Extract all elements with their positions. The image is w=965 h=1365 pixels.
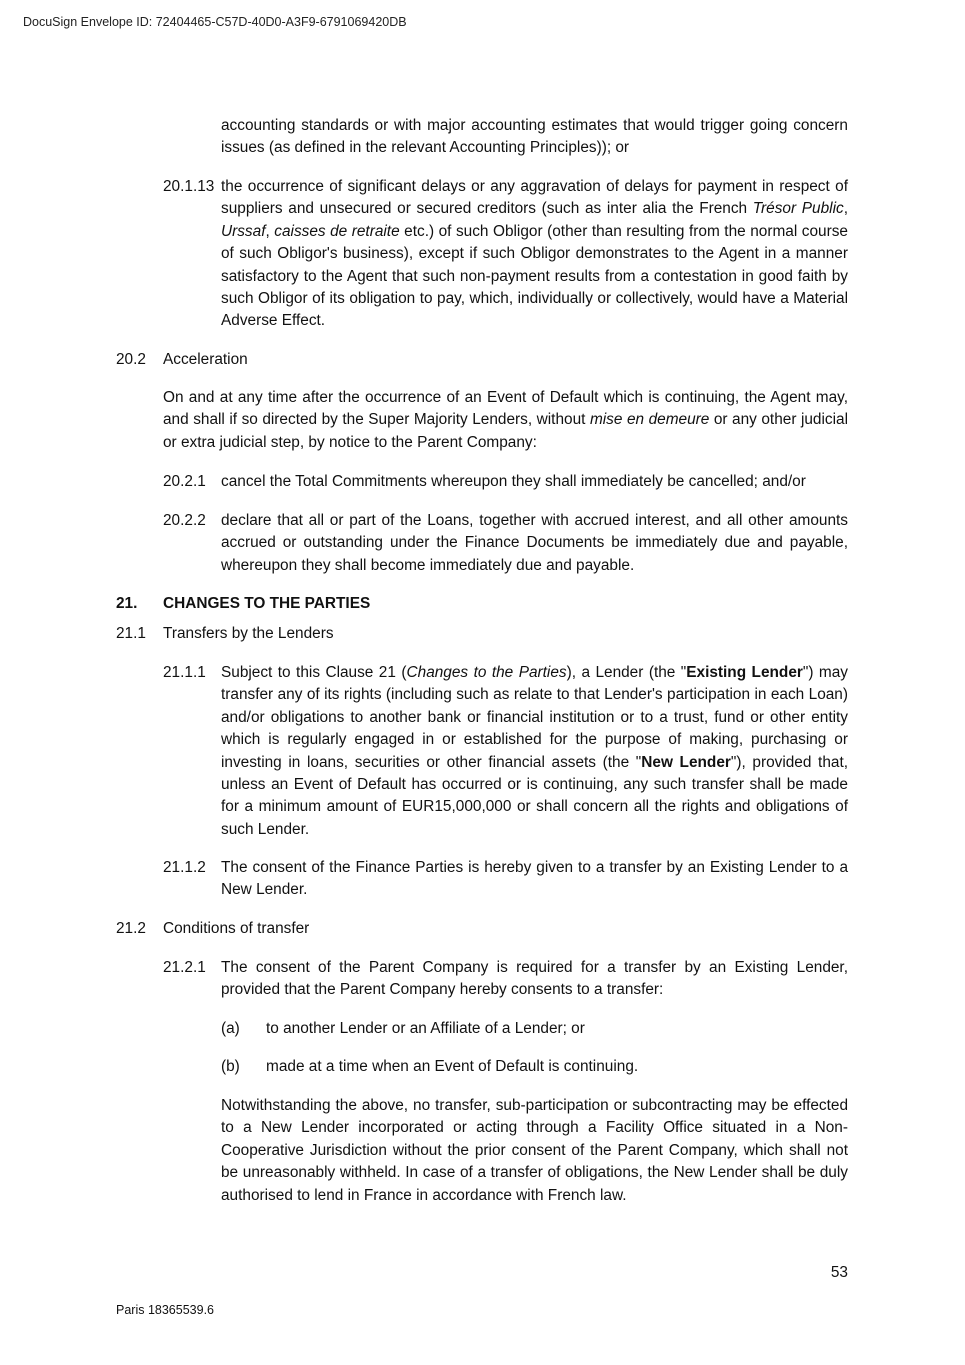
item-b-text: made at a time when an Event of Default is continuing. xyxy=(266,1058,639,1075)
clause-number-21-2-1: 21.2.1 xyxy=(163,959,206,976)
clause-21-heading: CHANGES TO THE PARTIES xyxy=(163,595,371,612)
clause-21-2-heading: Conditions of transfer xyxy=(163,920,310,937)
clause-20-2-heading: Acceleration xyxy=(163,351,248,368)
clause-21-2-1-text: The consent of the Parent Company is required for a transfer by an Existing Lender, provided that the Parent Company hereby consents to a transfer: xyxy=(221,959,848,999)
clause-number-20-1-13: 20.1.13 xyxy=(163,178,215,195)
clause-20-2-body: On and at any time after the occurrence of an Event of Default which is continuing, the Agent may, and shall if so directed by the Super Majority Lenders, without mise en demeure or any other judicial or extra judicial step, by notice to the Parent Company: xyxy=(163,389,849,451)
item-b-label: (b) xyxy=(221,1058,240,1075)
clause-number-20-2: 20.2 xyxy=(116,351,146,368)
notwithstanding-paragraph: Notwithstanding the above, no transfer, sub-participation or subcontracting may be effected to a New Lender incorporated or acting through a Facility Office situated in a Non-Cooperative Jurisdiction without the prior consent of the Parent Company, which shall not be unreasonably withheld. In case of a transfer of obligations, the New Lender shall be duly authorised to lend in France in accordance with French law. xyxy=(221,1097,848,1204)
clause-number-21-1-2: 21.1.2 xyxy=(163,859,206,876)
clause-21-1-1-text: Subject to this Clause 21 (Changes to the Parties), a Lender (the "Existing Lender") may transfer any of its rights (including such as relate to that Lender's participation in each Loan) and/or obligations to another bank or financial institution or to a trust, fund or other entity which is regularly engaged in or established for the purpose of making, purchasing or investing in loans, securities or other financial assets (the "New Lender"), provided that, unless an Event of Default has occurred or is continuing, any such transfer shall be made for a minimum amount of EUR15,000,000 or shall concern all the rights and obligations of such Lender. xyxy=(221,664,849,838)
clause-number-21-1: 21.1 xyxy=(116,625,146,642)
envelope-id: DocuSign Envelope ID: 72404465-C57D-40D0-A3F9-6791069420DB xyxy=(23,15,407,29)
document-reference: Paris 18365539.6 xyxy=(116,1303,214,1317)
continuation-paragraph: accounting standards or with major accounting estimates that would trigger going concern issues (as defined in the relevant Accounting Principles)); or xyxy=(221,117,848,157)
page-number: 53 xyxy=(830,1264,848,1281)
clause-20-2-1-text: cancel the Total Commitments whereupon they shall immediately be cancelled; and/or xyxy=(221,473,806,490)
clause-20-2-2-text: declare that all or part of the Loans, together with accrued interest, and all other amounts accrued or outstanding under the Finance Documents be immediately due and payable, whereupon they shall become immediately due and payable. xyxy=(221,512,848,574)
clause-21-1-2-text: The consent of the Finance Parties is hereby given to a transfer by an Existing Lender to a New Lender. xyxy=(221,859,848,899)
clause-number-21: 21. xyxy=(116,595,138,612)
clause-20-1-13-text: the occurrence of significant delays or any aggravation of delays for payment in respect of suppliers and unsecured or secured creditors (such as inter alia the French Trésor Public, Urssaf, caisses de retraite etc.) of such Obligor (other than resulting from the normal course of such Obligor's business), except if such Obligor demonstrates to the Agent in a manner satisfactory to the Agent that such non-payment results from a contestation in good faith by such Obligor of its obligation to pay, which, individually or collectively, would have a Material Adverse Effect. xyxy=(221,178,848,330)
clause-number-20-2-1: 20.2.1 xyxy=(163,473,206,490)
clause-number-20-2-2: 20.2.2 xyxy=(163,512,206,529)
clause-number-21-1-1: 21.1.1 xyxy=(163,664,206,681)
clause-21-1-heading: Transfers by the Lenders xyxy=(163,625,334,642)
item-a-text: to another Lender or an Affiliate of a Lender; or xyxy=(266,1020,585,1037)
clause-number-21-2: 21.2 xyxy=(116,920,146,937)
item-a-label: (a) xyxy=(221,1020,240,1037)
